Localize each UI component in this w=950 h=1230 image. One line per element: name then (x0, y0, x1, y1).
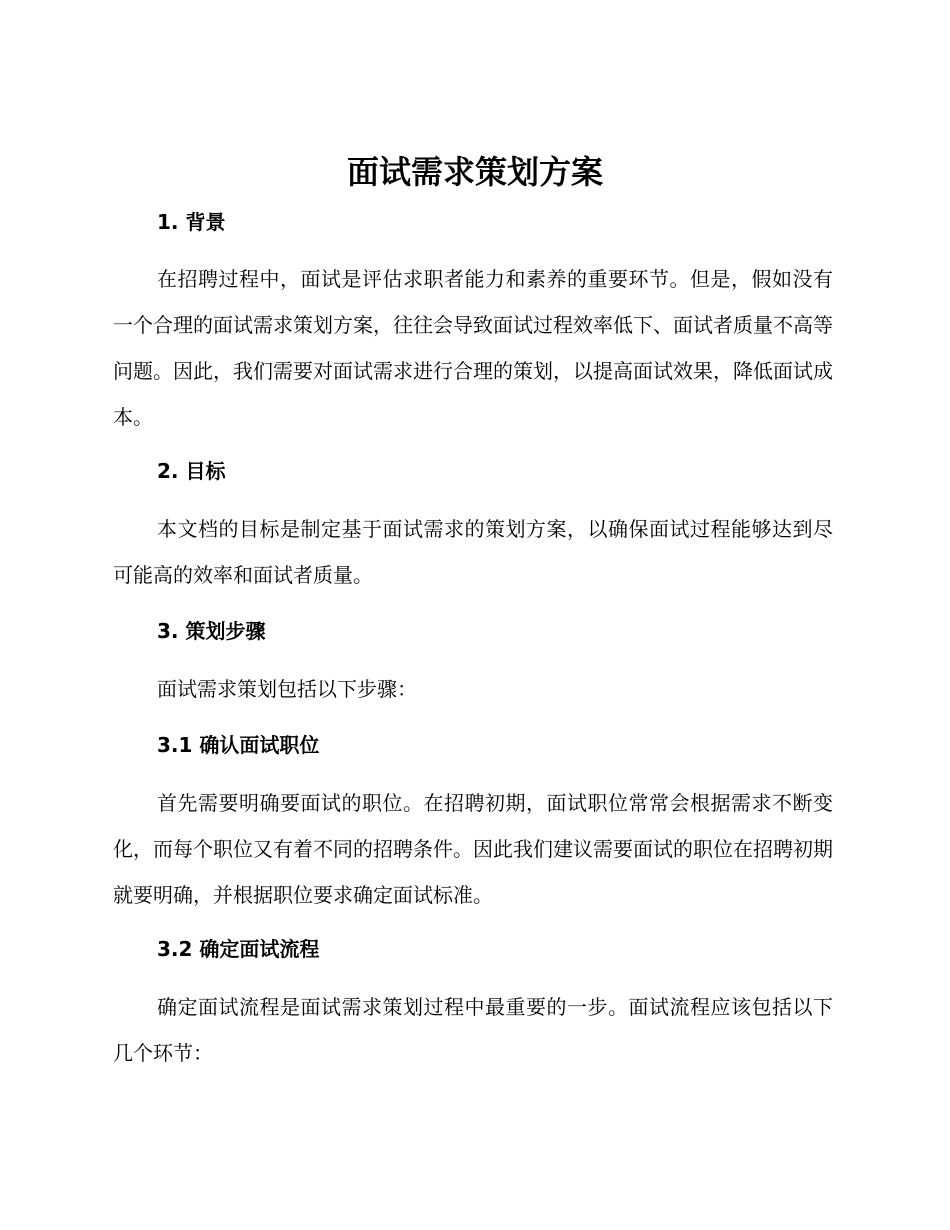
section-heading-confirm-position: 3.1 确认面试职位 (157, 733, 320, 757)
section-paragraph-background: 在招聘过程中，面试是评估求职者能力和素养的重要环节。但是，假如没有一个合理的面试需求策划方案，往往会导致面试过程效率低下、面试者质量不高等问题。因此，我们需要对面试需求进行合理的策划，以提高面试效果，降低面试成本。 (113, 267, 833, 429)
section-paragraph-interview-process: 确定面试流程是面试需求策划过程中最重要的一步。面试流程应该包括以下几个环节： (113, 995, 833, 1065)
section-paragraph-steps: 面试需求策划包括以下步骤： (157, 677, 417, 701)
section-heading-goal: 2. 目标 (157, 459, 226, 483)
section-heading-background: 1. 背景 (157, 210, 226, 234)
document-title: 面试需求策划方案 (346, 153, 603, 191)
section-paragraph-goal: 本文档的目标是制定基于面试需求的策划方案，以确保面试过程能够达到尽可能高的效率和面试者质量。 (113, 517, 833, 587)
section-heading-interview-process: 3.2 确定面试流程 (157, 937, 320, 961)
section-paragraph-confirm-position: 首先需要明确要面试的职位。在招聘初期，面试职位常常会根据需求不断变化，而每个职位又有着不同的招聘条件。因此我们建议需要面试的职位在招聘初期就要明确，并根据职位要求确定面试标准。 (113, 791, 833, 907)
section-heading-steps: 3. 策划步骤 (157, 619, 266, 643)
